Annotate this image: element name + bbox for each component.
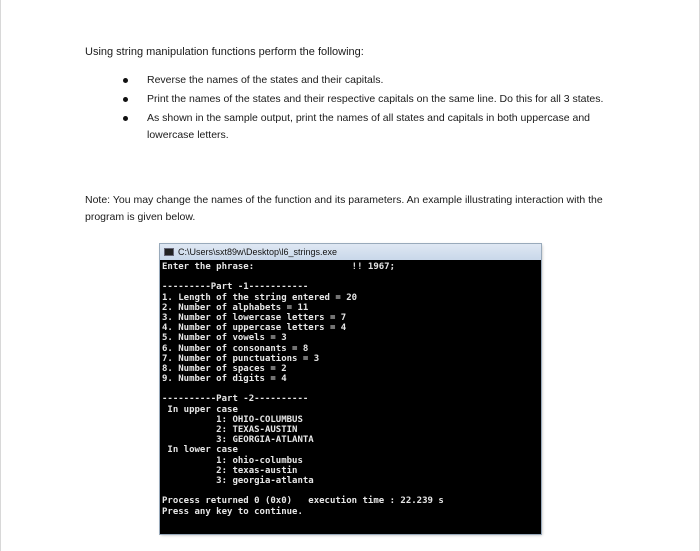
console-line: 8. Number of spaces = 2 (162, 363, 287, 374)
console-line: 1: ohio-columbus (162, 455, 303, 466)
console-line: 2: TEXAS-AUSTIN (162, 425, 298, 435)
console-line: 1. Length of the string entered = 20 (162, 292, 358, 303)
console-titlebar (160, 244, 541, 260)
console-line (162, 486, 541, 496)
list-item-text: Reverse the names of the states and their capitals. (147, 74, 384, 86)
console-line (162, 384, 541, 394)
console-line: 2: texas-austin (162, 465, 298, 476)
bullet-icon (123, 97, 128, 102)
console-line: In upper case (162, 404, 238, 415)
console-line: 3: GEORGIA-ATLANTA (162, 435, 314, 446)
console-line: 6. Number of consonants = 8 (162, 343, 309, 354)
bullet-icon (123, 116, 128, 121)
console-window-screenshot (160, 244, 541, 534)
console-line: 4. Number of uppercase letters = 4 (162, 323, 347, 334)
console-line: 9. Number of digits = 4 (162, 374, 287, 385)
list-item (85, 91, 625, 108)
console-line: Process returned 0 (0x0) execution time : 22.239 s (162, 496, 444, 507)
list-item-text: As shown in the sample output, print the names of all states and capitals in both uppercase and lowercase letters. (147, 112, 591, 141)
note-text: Note: You may change the names of the function and its parameters. An example illustrating interaction with the program is given below. (85, 194, 603, 223)
console-line: 5. Number of vowels = 3 (162, 333, 287, 344)
console-line: 3: georgia-atlanta (162, 475, 314, 486)
console-output (160, 260, 541, 517)
task-list (85, 72, 625, 146)
console-line (162, 272, 541, 282)
intro-text: Using string manipulation functions perform the following: (85, 46, 364, 58)
console-line: 7. Number of punctuations = 3 (162, 353, 320, 364)
console-title: C:\Users\sxt89w\Desktop\l6_strings.exe (178, 247, 338, 257)
list-item (85, 72, 625, 89)
console-app-icon (164, 248, 174, 256)
console-line: Enter the phrase: !! 1967; (162, 262, 395, 272)
console-line: ----------Part -2---------- (162, 394, 309, 405)
bullet-icon (123, 78, 128, 83)
console-line: Press any key to continue. (162, 506, 303, 517)
console-line: 1: OHIO-COLUMBUS (162, 414, 303, 425)
list-item-text: Print the names of the states and their respective capitals on the same line. Do this for all 3 states. (147, 93, 604, 105)
console-line: 3. Number of lowercase letters = 7 (162, 312, 347, 323)
console-line: 2. Number of alphabets = 11 (162, 302, 309, 313)
console-line: ---------Part -1----------- (162, 282, 309, 293)
list-item (85, 110, 625, 144)
console-line: In lower case (162, 445, 238, 456)
